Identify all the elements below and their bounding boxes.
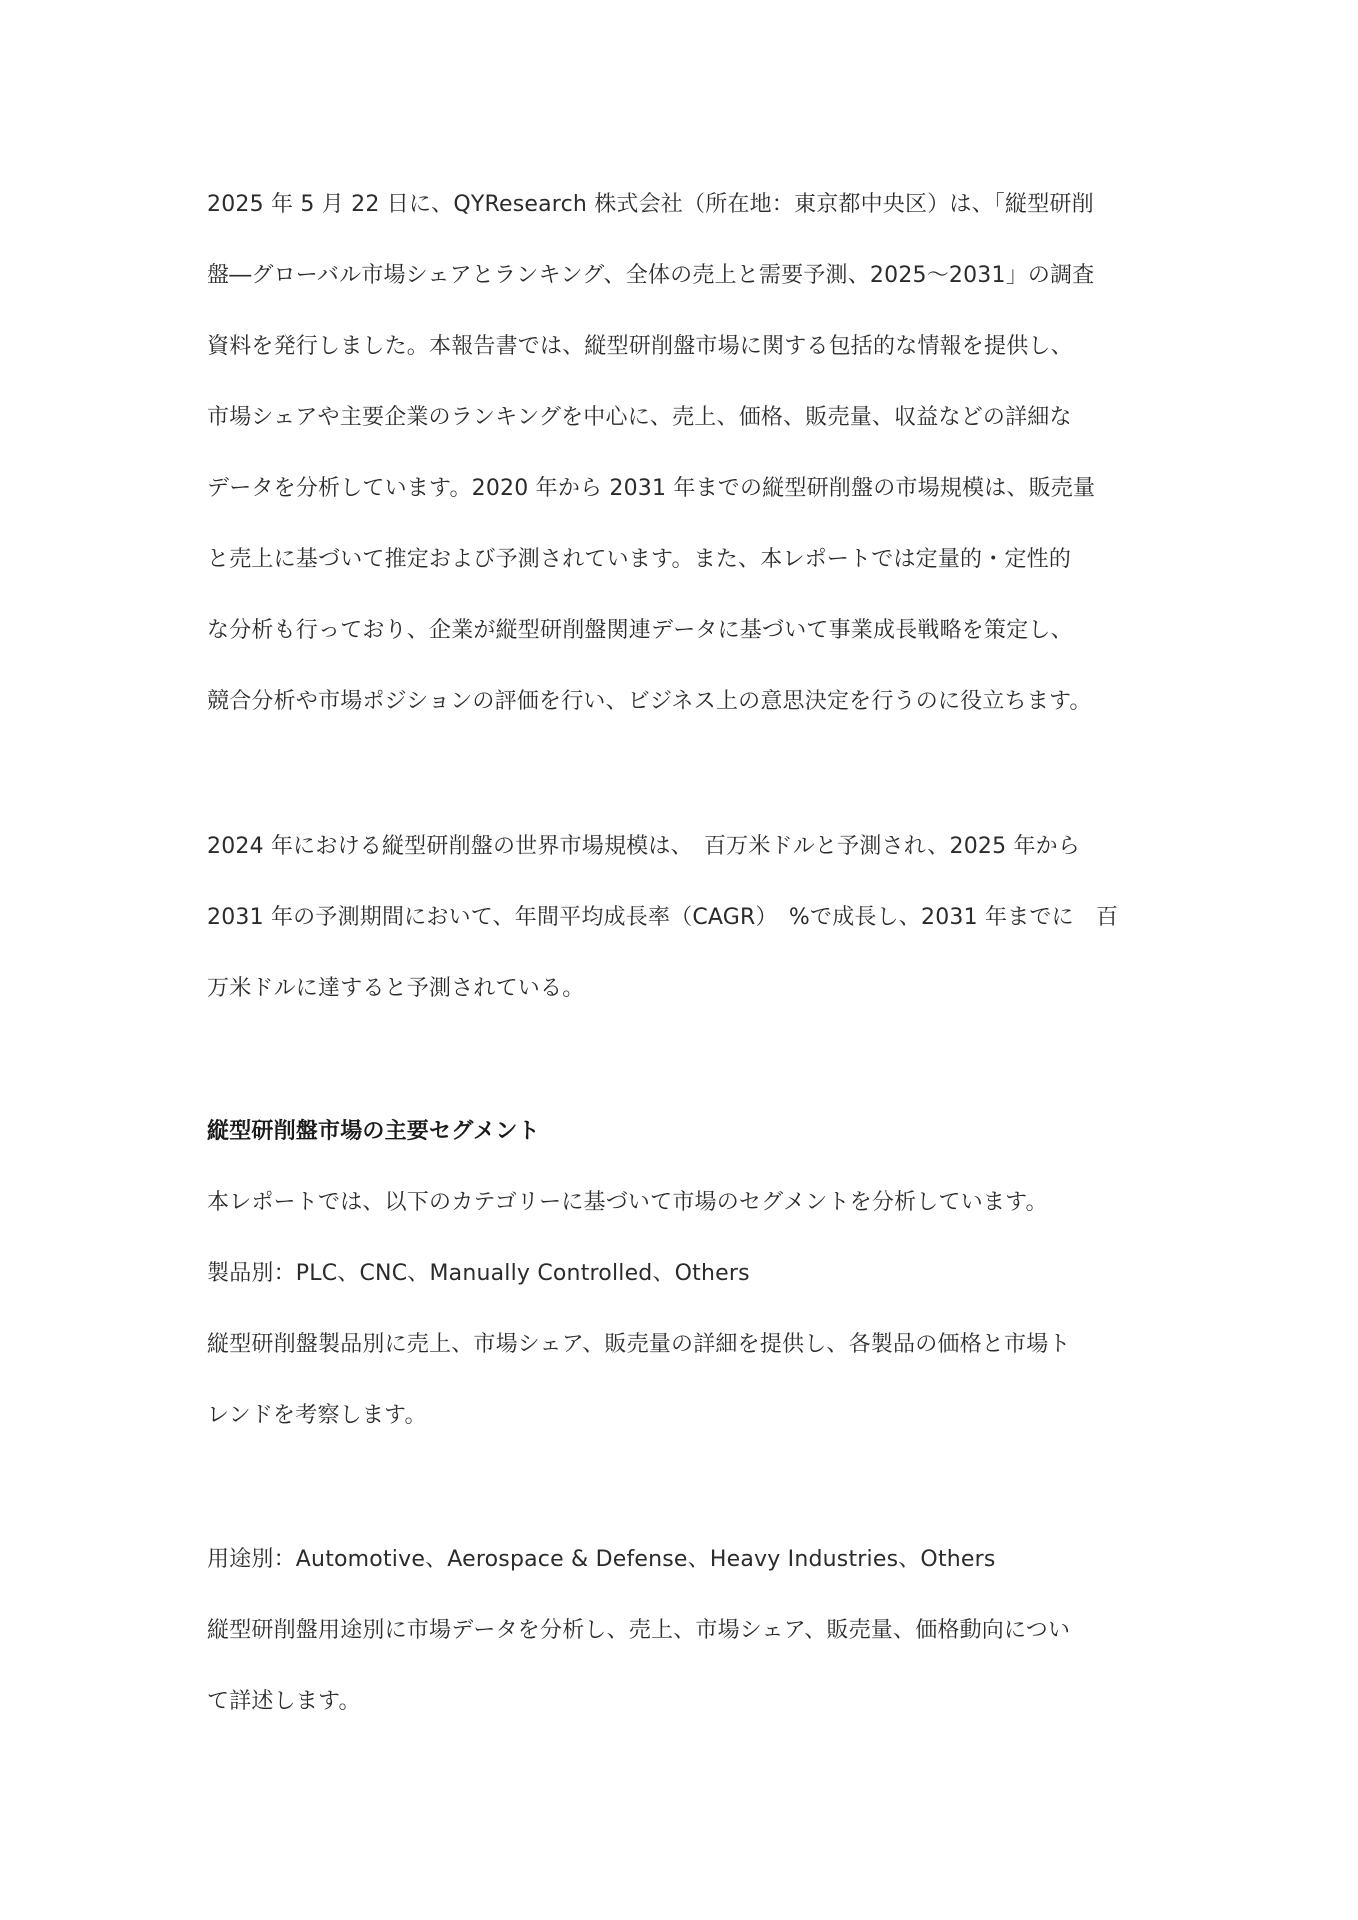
intro-line: 資料を発行しました。本報告書では、縦型研削盤市場に関する包括的な情報を提供し、 xyxy=(207,334,1073,359)
application-desc-line: て詳述します。 xyxy=(207,1689,361,1714)
market-size-line: 2031 年の予測期間において、年間平均成長率（CAGR） %で成長し、2031 年までに 百 xyxy=(207,905,1119,930)
intro-line: な分析も行っており、企業が縦型研削盤関連データに基づいて事業成長戦略を策定し、 xyxy=(207,618,1073,643)
intro-line: と売上に基づいて推定および予測されています。また、本レポートでは定量的・定性的 xyxy=(207,547,1072,572)
intro-line: 市場シェアや主要企業のランキングを中心に、売上、価格、販売量、収益などの詳細な xyxy=(207,405,1072,430)
segments-by-application: 用途別：Automotive、Aerospace & Defense、Heavy Industries、Others xyxy=(207,1547,996,1572)
segments-heading: 縦型研削盤市場の主要セグメント xyxy=(207,1119,540,1144)
product-desc-line: 縦型研削盤製品別に売上、市場シェア、販売量の詳細を提供し、各製品の価格と市場ト xyxy=(207,1332,1071,1357)
segments-by-product: 製品別：PLC、CNC、Manually Controlled、Others xyxy=(207,1261,750,1286)
application-desc-line: 縦型研削盤用途別に市場データを分析し、売上、市場シェア、販売量、価格動向につい xyxy=(207,1618,1071,1643)
intro-line: 2025 年 5 月 22 日に、QYResearch 株式会社（所在地：東京都中央区）は、「縦型研削 xyxy=(207,192,1094,217)
market-size-line: 2024 年における縦型研削盤の世界市場規模は、 百万米ドルと予測され、2025 年から xyxy=(207,834,1081,859)
intro-line: データを分析しています。2020 年から 2031 年までの縦型研削盤の市場規模は、販売量 xyxy=(207,476,1096,501)
intro-line: 盤―グローバル市場シェアとランキング、全体の売上と需要予測、2025～2031」の調査 xyxy=(207,263,1095,288)
segments-intro: 本レポートでは、以下のカテゴリーに基づいて市場のセグメントを分析しています。 xyxy=(207,1190,1048,1215)
intro-line: 競合分析や市場ポジションの評価を行い、ビジネス上の意思決定を行うのに役立ちます。 xyxy=(207,689,1092,714)
product-desc-line: レンドを考察します。 xyxy=(207,1403,427,1428)
market-size-line: 万米ドルに達すると予測されている。 xyxy=(207,976,585,1001)
